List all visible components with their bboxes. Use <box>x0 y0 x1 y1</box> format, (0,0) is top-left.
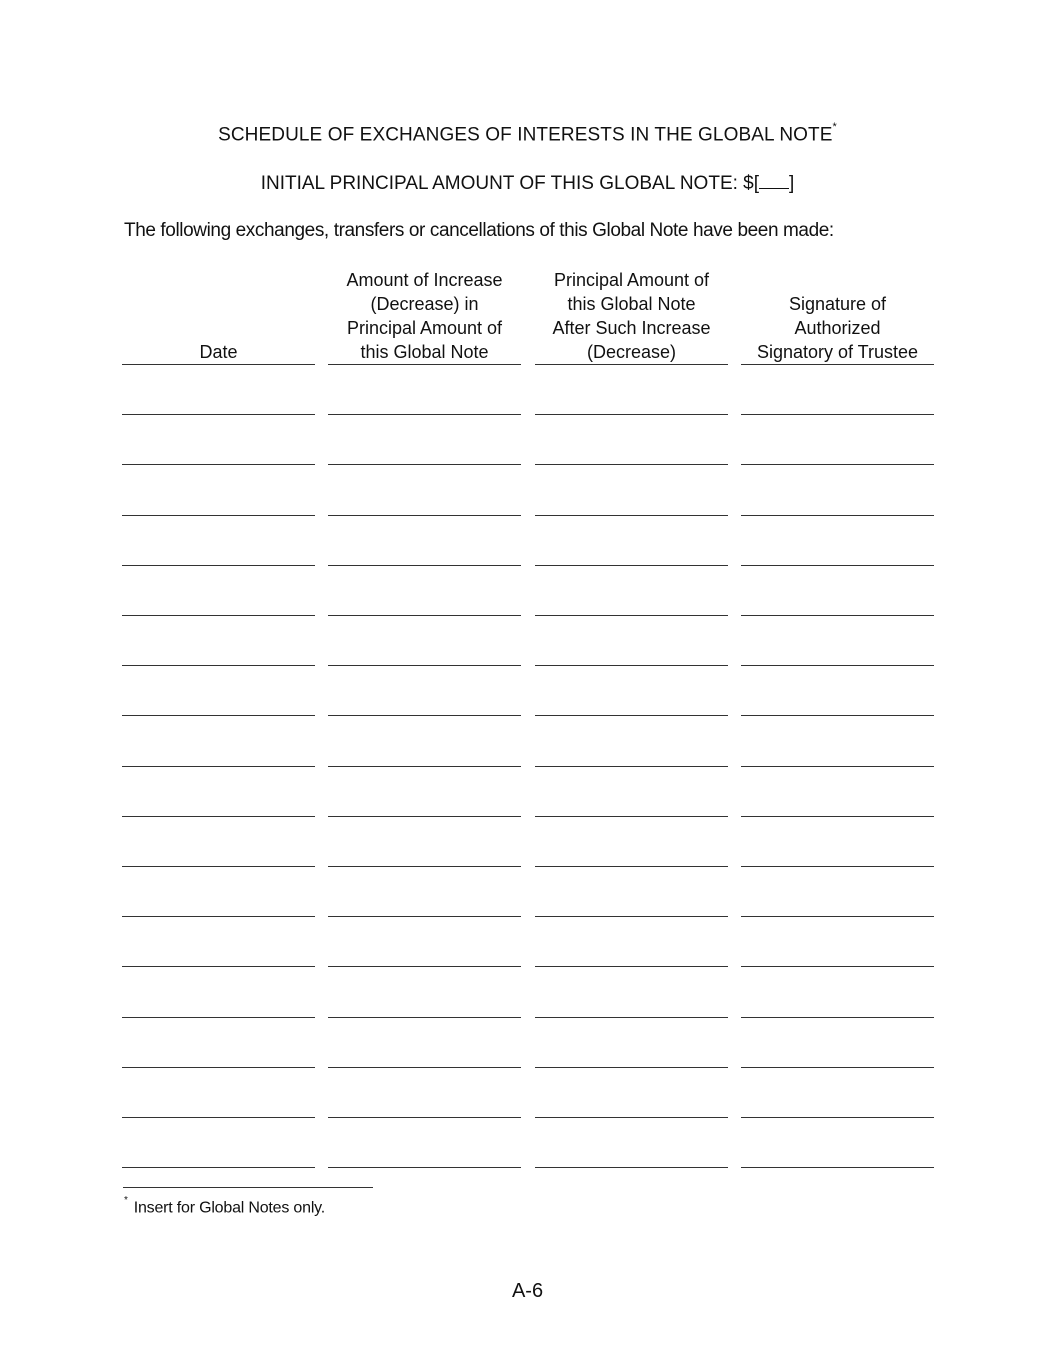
table-cell-line[interactable] <box>328 966 521 967</box>
table-cell-line[interactable] <box>535 1017 728 1018</box>
column-header-line: Signatory of Trustee <box>756 342 919 362</box>
title-footnote-marker: * <box>832 121 837 133</box>
table-cell-line[interactable] <box>122 816 315 817</box>
table-cell-line[interactable] <box>535 916 728 917</box>
table-cell-line[interactable] <box>328 615 521 616</box>
table-cell-line[interactable] <box>741 464 934 465</box>
table-cell-line[interactable] <box>741 665 934 666</box>
page-title <box>0 121 1055 146</box>
table-cell-line[interactable] <box>535 464 728 465</box>
table-cell-line[interactable] <box>535 766 728 767</box>
table-cell-line[interactable] <box>535 665 728 666</box>
table-cell-line[interactable] <box>328 1067 521 1068</box>
table-cell-line[interactable] <box>535 866 728 867</box>
table-cell-line[interactable] <box>741 816 934 817</box>
column-header-rule <box>328 364 521 365</box>
table-cell-line[interactable] <box>328 816 521 817</box>
table-cell-line[interactable] <box>328 866 521 867</box>
column-header-line: Amount of Increase <box>346 270 503 290</box>
principal-amount-blank[interactable] <box>759 172 789 189</box>
table-cell-line[interactable] <box>741 1117 934 1118</box>
column-header-line: Signature of <box>788 294 887 314</box>
table-cell-line[interactable] <box>328 715 521 716</box>
table-cell-line[interactable] <box>535 1067 728 1068</box>
table-cell-line[interactable] <box>741 766 934 767</box>
table-cell-line[interactable] <box>122 866 315 867</box>
table-cell-line[interactable] <box>328 1017 521 1018</box>
column-header-rule <box>122 364 315 365</box>
table-cell-line[interactable] <box>535 515 728 516</box>
table-cell-line[interactable] <box>122 565 315 566</box>
column-header-2 <box>328 264 521 364</box>
table-cell-line[interactable] <box>328 515 521 516</box>
table-cell-line[interactable] <box>741 1067 934 1068</box>
table-cell-line[interactable] <box>122 515 315 516</box>
column-header-rule <box>535 364 728 365</box>
table-cell-line[interactable] <box>741 414 934 415</box>
principal-amount-closing: ] <box>789 173 795 194</box>
table-cell-line[interactable] <box>535 615 728 616</box>
column-header-line: After Such Increase <box>552 318 711 338</box>
table-cell-line[interactable] <box>328 665 521 666</box>
table-cell-line[interactable] <box>741 515 934 516</box>
table-cell-line[interactable] <box>122 665 315 666</box>
column-header-line: Principal Amount of <box>346 318 503 338</box>
table-cell-line[interactable] <box>122 916 315 917</box>
table-cell-line[interactable] <box>741 1167 934 1168</box>
table-cell-line[interactable] <box>328 766 521 767</box>
table-cell-line[interactable] <box>535 816 728 817</box>
footnote-divider <box>123 1187 373 1188</box>
column-header-line: this Global Note <box>360 342 489 362</box>
table-cell-line[interactable] <box>535 966 728 967</box>
column-header-1 <box>122 264 315 364</box>
table-cell-line[interactable] <box>328 565 521 566</box>
column-header-3 <box>535 264 728 364</box>
column-header-line: this Global Note <box>567 294 696 314</box>
table-cell-line[interactable] <box>535 715 728 716</box>
column-header-line: Principal Amount of <box>553 270 710 290</box>
table-cell-line[interactable] <box>328 916 521 917</box>
table-cell-line[interactable] <box>122 715 315 716</box>
table-cell-line[interactable] <box>122 464 315 465</box>
table-cell-line[interactable] <box>741 1017 934 1018</box>
page-title-text: SCHEDULE OF EXCHANGES OF INTERESTS IN THE GLOBAL NOTE <box>218 124 833 146</box>
column-header-line: (Decrease) <box>586 342 677 362</box>
table-cell-line[interactable] <box>122 1017 315 1018</box>
table-cell-line[interactable] <box>535 1117 728 1118</box>
table-cell-line[interactable] <box>122 766 315 767</box>
column-header-line: (Decrease) in <box>370 294 479 314</box>
footnote-marker: * <box>124 1195 128 1206</box>
table-cell-line[interactable] <box>328 464 521 465</box>
table-cell-line[interactable] <box>535 414 728 415</box>
footnote <box>124 1195 326 1217</box>
table-cell-line[interactable] <box>535 1167 728 1168</box>
intro-text: The following exchanges, transfers or cancellations of this Global Note have been made: <box>124 220 834 241</box>
table-cell-line[interactable] <box>535 565 728 566</box>
table-cell-line[interactable] <box>122 1167 315 1168</box>
table-cell-line[interactable] <box>328 414 521 415</box>
column-header-rule <box>741 364 934 365</box>
table-cell-line[interactable] <box>122 1117 315 1118</box>
table-cell-line[interactable] <box>741 866 934 867</box>
table-cell-line[interactable] <box>741 916 934 917</box>
column-header-line: Authorized <box>794 318 881 338</box>
table-cell-line[interactable] <box>122 615 315 616</box>
footnote-text: Insert for Global Notes only. <box>133 1199 326 1217</box>
table-cell-line[interactable] <box>122 966 315 967</box>
table-cell-line[interactable] <box>741 715 934 716</box>
table-cell-line[interactable] <box>328 1167 521 1168</box>
table-cell-line[interactable] <box>741 615 934 616</box>
table-cell-line[interactable] <box>122 1067 315 1068</box>
page-number: A-6 <box>511 1280 544 1302</box>
table-cell-line[interactable] <box>328 1117 521 1118</box>
table-cell-line[interactable] <box>122 414 315 415</box>
principal-amount-label: INITIAL PRINCIPAL AMOUNT OF THIS GLOBAL NOTE: $[ <box>260 173 760 194</box>
column-header-4 <box>741 264 934 364</box>
table-cell-line[interactable] <box>741 565 934 566</box>
table-cell-line[interactable] <box>741 966 934 967</box>
initial-principal-amount <box>0 172 1055 195</box>
column-header-line: Date <box>199 342 238 362</box>
